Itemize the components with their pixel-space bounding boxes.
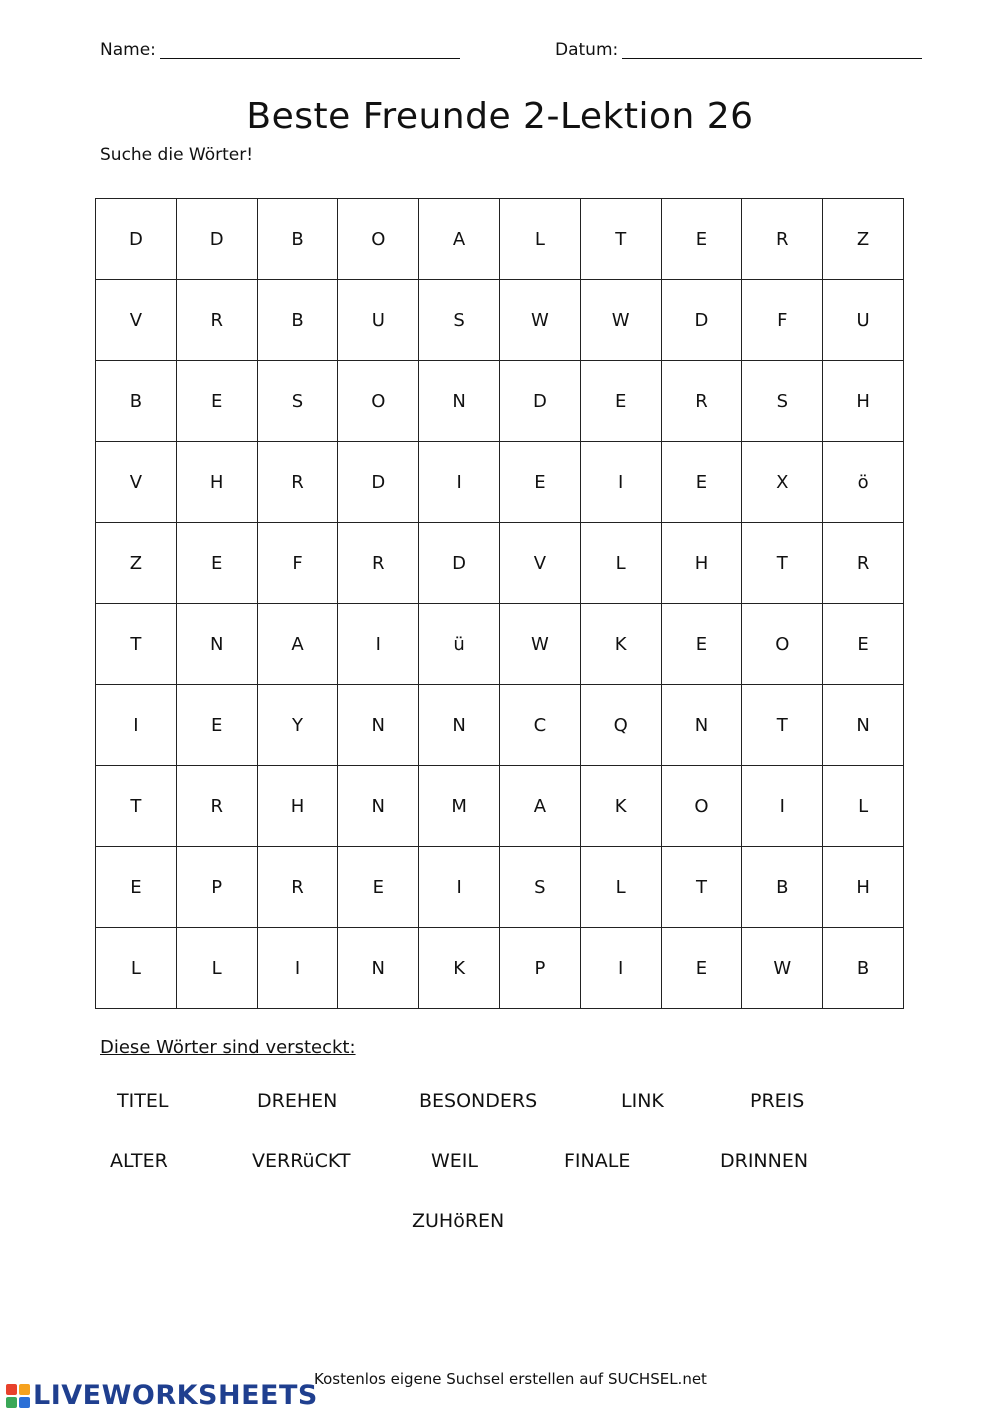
grid-cell[interactable]: A [258, 604, 339, 685]
grid-cell[interactable]: V [500, 523, 581, 604]
word-list-heading: Diese Wörter sind versteckt: [100, 1037, 356, 1058]
grid-cell[interactable]: T [742, 523, 823, 604]
grid-cell[interactable]: S [500, 847, 581, 928]
grid-cell[interactable]: E [662, 928, 743, 1009]
grid-cell[interactable]: V [96, 280, 177, 361]
word-list-item: VERRüCKT [252, 1150, 351, 1172]
grid-cell[interactable]: L [823, 766, 904, 847]
grid-cell[interactable]: Y [258, 685, 339, 766]
grid-cell[interactable]: N [662, 685, 743, 766]
word-list-item: ZUHöREN [412, 1210, 505, 1232]
grid-cell[interactable]: F [258, 523, 339, 604]
word-list-item: DRINNEN [720, 1150, 809, 1172]
grid-cell[interactable]: E [177, 523, 258, 604]
grid-cell[interactable]: H [177, 442, 258, 523]
footer-note: Kostenlos eigene Suchsel erstellen auf SUCHSEL.net [314, 1370, 707, 1388]
grid-cell[interactable]: W [500, 280, 581, 361]
grid-cell[interactable]: R [177, 280, 258, 361]
grid-cell[interactable]: I [742, 766, 823, 847]
grid-cell[interactable]: E [177, 685, 258, 766]
grid-cell[interactable]: B [823, 928, 904, 1009]
grid-cell[interactable]: ü [419, 604, 500, 685]
grid-cell[interactable]: E [338, 847, 419, 928]
grid-cell[interactable]: E [581, 361, 662, 442]
grid-cell[interactable]: R [338, 523, 419, 604]
grid-cell[interactable]: E [177, 361, 258, 442]
grid-cell[interactable]: L [581, 523, 662, 604]
grid-cell[interactable]: D [177, 199, 258, 280]
grid-cell[interactable]: R [177, 766, 258, 847]
logo-square [19, 1384, 30, 1395]
grid-cell[interactable]: Z [823, 199, 904, 280]
word-list-item: PREIS [750, 1090, 805, 1112]
word-list-item: WEIL [431, 1150, 478, 1172]
word-list-item: ALTER [110, 1150, 168, 1172]
grid-cell[interactable]: U [338, 280, 419, 361]
grid-cell[interactable]: H [823, 361, 904, 442]
instruction-text: Suche die Wörter! [100, 145, 254, 165]
grid-cell[interactable]: K [581, 604, 662, 685]
grid-cell[interactable]: Q [581, 685, 662, 766]
grid-cell[interactable]: A [500, 766, 581, 847]
grid-cell[interactable]: B [258, 199, 339, 280]
grid-cell[interactable]: O [338, 199, 419, 280]
grid-cell[interactable]: H [823, 847, 904, 928]
grid-cell[interactable]: P [500, 928, 581, 1009]
grid-cell[interactable]: T [96, 766, 177, 847]
logo-mark-icon [6, 1384, 30, 1408]
word-search-grid [95, 198, 904, 1009]
grid-cell[interactable]: I [419, 847, 500, 928]
grid-cell[interactable]: D [419, 523, 500, 604]
grid-cell[interactable]: R [662, 361, 743, 442]
grid-cell[interactable]: I [258, 928, 339, 1009]
grid-cell[interactable]: K [581, 766, 662, 847]
grid-cell[interactable]: R [258, 442, 339, 523]
date-label: Datum: [555, 40, 619, 60]
grid-cell[interactable]: O [338, 361, 419, 442]
grid-cell[interactable]: E [662, 442, 743, 523]
grid-cell[interactable]: I [419, 442, 500, 523]
grid-cell[interactable]: N [338, 928, 419, 1009]
word-list-item: DREHEN [257, 1090, 338, 1112]
grid-cell[interactable]: S [742, 361, 823, 442]
grid-cell[interactable]: E [662, 604, 743, 685]
grid-cell[interactable]: L [500, 199, 581, 280]
grid-cell[interactable]: N [338, 685, 419, 766]
grid-cell[interactable]: L [177, 928, 258, 1009]
grid-cell[interactable]: I [581, 928, 662, 1009]
grid-cell[interactable]: T [662, 847, 743, 928]
grid-cell[interactable]: ö [823, 442, 904, 523]
grid-cell[interactable]: E [96, 847, 177, 928]
word-list-item: TITEL [117, 1090, 169, 1112]
grid-cell[interactable]: W [500, 604, 581, 685]
grid-cell[interactable]: D [338, 442, 419, 523]
liveworksheets-logo[interactable] [6, 1380, 318, 1411]
grid-cell[interactable]: H [258, 766, 339, 847]
grid-cell[interactable]: F [742, 280, 823, 361]
date-line[interactable] [622, 58, 922, 59]
grid-cell[interactable]: D [96, 199, 177, 280]
grid-cell[interactable]: B [258, 280, 339, 361]
word-list-item: BESONDERS [419, 1090, 538, 1112]
grid-cell[interactable]: N [419, 361, 500, 442]
grid-cell[interactable]: B [96, 361, 177, 442]
grid-cell[interactable]: H [662, 523, 743, 604]
grid-cell[interactable]: T [581, 199, 662, 280]
name-label: Name: [100, 40, 156, 60]
grid-cell[interactable]: K [419, 928, 500, 1009]
grid-cell[interactable]: B [742, 847, 823, 928]
grid-cell[interactable]: A [419, 199, 500, 280]
grid-cell[interactable]: T [742, 685, 823, 766]
grid-cell[interactable]: S [258, 361, 339, 442]
grid-cell[interactable]: O [742, 604, 823, 685]
grid-cell[interactable]: L [96, 928, 177, 1009]
grid-cell[interactable]: S [419, 280, 500, 361]
grid-cell[interactable]: E [662, 199, 743, 280]
grid-cell[interactable]: R [258, 847, 339, 928]
grid-cell[interactable]: N [419, 685, 500, 766]
grid-cell[interactable]: D [500, 361, 581, 442]
grid-cell[interactable]: R [823, 523, 904, 604]
grid-cell[interactable]: W [742, 928, 823, 1009]
grid-cell[interactable]: W [581, 280, 662, 361]
grid-cell[interactable]: P [177, 847, 258, 928]
grid-cell[interactable]: I [338, 604, 419, 685]
word-list-item: LINK [621, 1090, 664, 1112]
grid-cell[interactable]: E [823, 604, 904, 685]
grid-cell[interactable]: I [581, 442, 662, 523]
grid-cell[interactable]: Z [96, 523, 177, 604]
grid-cell[interactable]: U [823, 280, 904, 361]
logo-square [19, 1397, 30, 1408]
word-list-item: FINALE [564, 1150, 631, 1172]
grid-cell[interactable]: E [500, 442, 581, 523]
grid-cell[interactable]: R [742, 199, 823, 280]
logo-text: LIVEWORKSHEETS [33, 1380, 318, 1411]
grid-cell[interactable]: N [823, 685, 904, 766]
grid-cell[interactable]: N [338, 766, 419, 847]
grid-cell[interactable]: L [581, 847, 662, 928]
grid-cell[interactable]: N [177, 604, 258, 685]
grid-cell[interactable]: I [96, 685, 177, 766]
grid-cell[interactable]: D [662, 280, 743, 361]
grid-cell[interactable]: X [742, 442, 823, 523]
grid-cell[interactable]: T [96, 604, 177, 685]
grid-cell[interactable]: C [500, 685, 581, 766]
name-line[interactable] [160, 58, 460, 59]
grid-cell[interactable]: O [662, 766, 743, 847]
page-title: Beste Freunde 2-Lektion 26 [246, 96, 754, 137]
logo-square [6, 1397, 17, 1408]
logo-square [6, 1384, 17, 1395]
grid-cell[interactable]: M [419, 766, 500, 847]
grid-cell[interactable]: V [96, 442, 177, 523]
